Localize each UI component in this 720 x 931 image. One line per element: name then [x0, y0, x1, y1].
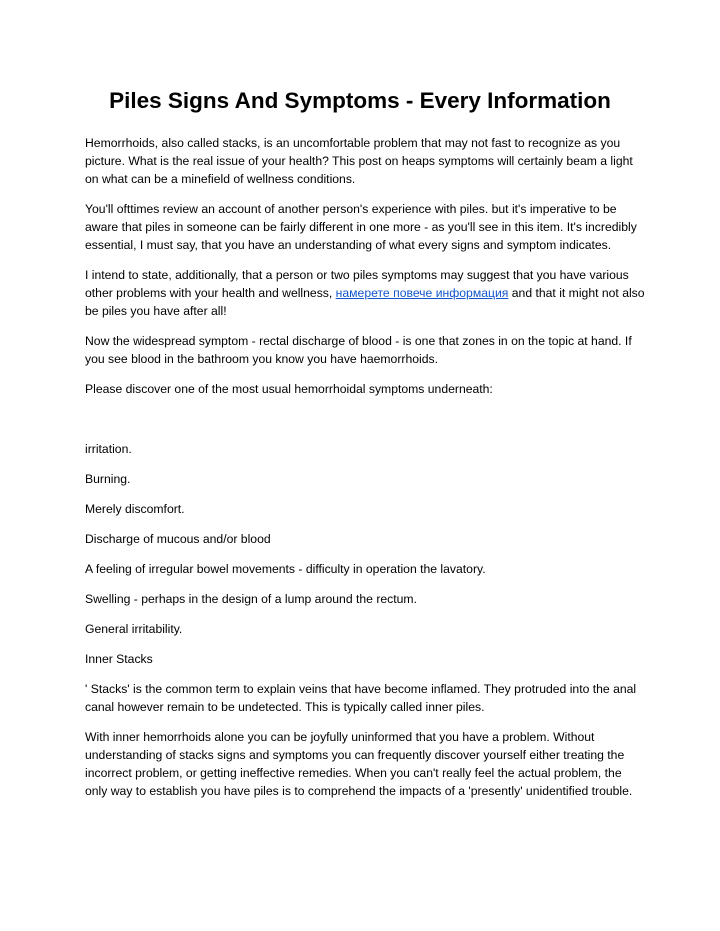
symptom-item: A feeling of irregular bowel movements - difficulty in operation the lavatory. [85, 562, 486, 576]
symptom-item: Burning. [85, 472, 131, 486]
paragraph-stacks-definition: ' Stacks' is the common term to explain veins that have become inflamed. They protruded into the anal canal however remain to be undetected. This is typically called inner piles. [85, 682, 637, 714]
paragraph-other-problems [85, 266, 645, 320]
paragraph-blood-symptom: Now the widespread symptom - rectal discharge of blood - is one that zones in on the topic at hand. If you see blood in the bathroom you know you have haemorrhoids. [85, 334, 632, 366]
paragraph-experience: You'll ofttimes review an account of another person's experience with piles. but it's imperative to be aware that piles in someone can be fairly different in one more - as you'll see in this item. It's incredibly essential, I must say, that you have an understanding of what every signs and symptom indicates. [85, 202, 637, 252]
symptom-item: irritation. [85, 442, 132, 456]
symptom-item: Discharge of mucous and/or blood [85, 532, 271, 546]
paragraph-other-problems-text-start: I intend to state, additionally, that a person or two piles symptoms may suggest that you have various other problems with your health and wellness, [85, 268, 629, 300]
symptom-item: Swelling - perhaps in the design of a lump around the rectum. [85, 592, 417, 606]
document-body [85, 134, 645, 812]
section-heading-inner-stacks: Inner Stacks [85, 652, 153, 666]
symptom-item: Merely discomfort. [85, 502, 185, 516]
page-title: Piles Signs And Symptoms - Every Information [109, 88, 611, 113]
paragraph-symptoms-intro: Please discover one of the most usual hemorrhoidal symptoms underneath: [85, 382, 493, 396]
paragraph-inner-hemorrhoids: With inner hemorrhoids alone you can be joyfully uninformed that you have a problem. Without understanding of stacks signs and symptoms you can frequently discover yourself either treating the incorrect problem, or getting ineffective remedies. When you can't really feel the actual problem, the only way to establish you have piles is to comprehend the impacts of a 'presently' unidentified trouble. [85, 730, 633, 798]
symptom-item: General irritability. [85, 622, 183, 636]
paragraph-intro: Hemorrhoids, also called stacks, is an uncomfortable problem that may not fast to recognize as you picture. What is the real issue of your health? This post on heaps symptoms will certainly beam a light on what can be a minefield of wellness conditions. [85, 136, 633, 186]
more-info-link[interactable]: намерете повече информация [335, 286, 509, 300]
paragraph-other-problems-text-end: and that it might not also be piles you have after all! [85, 286, 645, 318]
